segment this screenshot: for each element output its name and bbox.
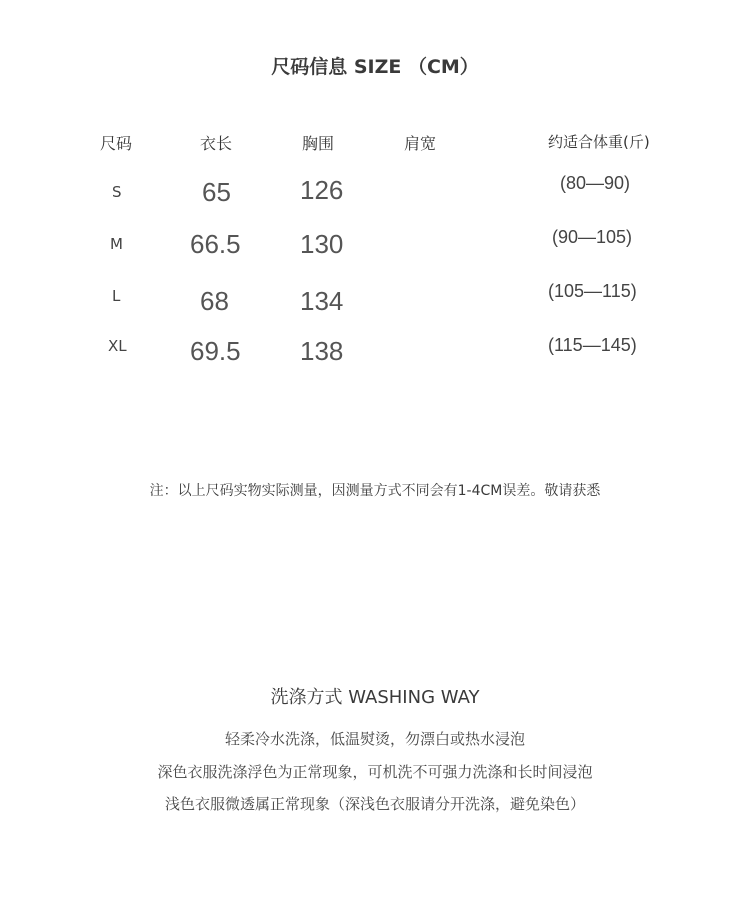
row-length: 65 (202, 177, 231, 207)
row-chest: 138 (300, 336, 344, 366)
row-chest: 130 (300, 229, 344, 259)
row-chest: 126 (300, 175, 344, 205)
row-length: 69.5 (190, 336, 241, 366)
row-length: 66.5 (190, 229, 241, 259)
washing-instruction-line: 浅色衣服微透属正常现象（深浅色衣服请分开洗涤，避免染色） (164, 795, 585, 813)
row-weight: (80—90) (560, 173, 631, 193)
washing-instruction-line: 深色衣服洗涤浮色为正常现象，可机洗不可强力洗涤和长时间浸泡 (157, 763, 593, 781)
header-shoulder: 肩宽 (404, 134, 437, 153)
header-weight: 约适合体重(斤) (548, 133, 650, 151)
row-size-label: XL (108, 337, 127, 355)
size-section-title: 尺码信息 SIZE （CM） (271, 56, 479, 78)
header-chest: 胸围 (302, 134, 335, 153)
washing-instruction-line: 轻柔冷水洗涤，低温熨烫，勿漂白或热水浸泡 (224, 730, 525, 748)
row-chest: 134 (300, 286, 344, 316)
header-size: 尺码 (100, 134, 133, 153)
header-length: 衣长 (200, 134, 233, 153)
washing-section-title: 洗涤方式 WASHING WAY (270, 687, 480, 708)
measurement-note: 注：以上尺码实物实际测量，因测量方式不同会有1-4CM误差。敬请获悉 (149, 483, 601, 499)
row-length: 68 (200, 286, 229, 316)
row-size-label: S (112, 183, 122, 201)
row-weight: (105—115) (548, 281, 637, 301)
row-weight: (115—145) (548, 335, 637, 355)
row-size-label: M (110, 235, 123, 253)
row-weight: (90—105) (552, 227, 633, 247)
row-size-label: L (112, 287, 121, 305)
